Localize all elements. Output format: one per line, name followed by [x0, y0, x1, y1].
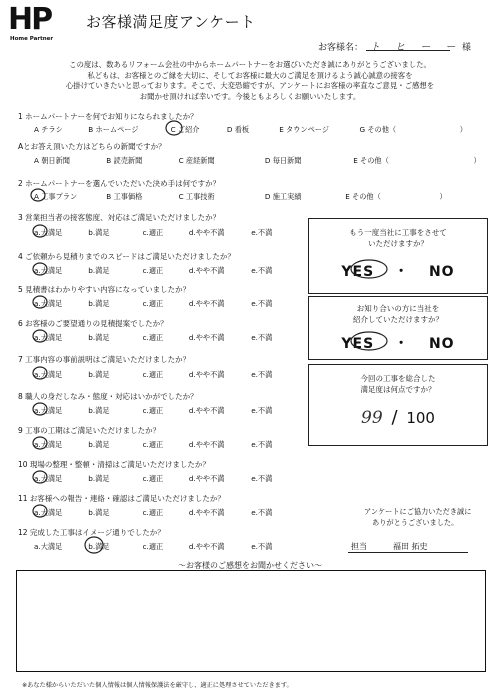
yes-option[interactable]: YES — [341, 264, 375, 280]
question-4: 4 ご依頼から見積りまでのスピードはご満足いただけましたか？ — [18, 252, 235, 261]
question-1: 1 ホームパートナーを何でお知りになられましたか？ — [18, 112, 198, 121]
option-close: ） — [473, 156, 481, 165]
option[interactable]: d.やや不満 — [188, 406, 225, 415]
option[interactable]: c.適正 — [142, 406, 164, 415]
option[interactable]: b.満足 — [88, 440, 110, 449]
option[interactable]: a.大満足 — [34, 406, 63, 415]
question-11: 11 お客様への報告・連絡・確認はご満足いただけましたか？ — [18, 494, 225, 503]
question-8: 8 職人の身だしなみ・態度・対応はいかがでしたか？ — [18, 392, 198, 401]
option[interactable]: c.適正 — [142, 508, 164, 517]
honorific-label: 様 — [462, 43, 472, 53]
option[interactable]: d.やや不満 — [188, 542, 225, 551]
option[interactable]: a.大満足 — [34, 440, 63, 449]
repeat-order-line1: もう一度当社に工事をさせて — [349, 228, 447, 237]
staff-label: 担当 — [351, 542, 367, 551]
option[interactable]: b.満足 — [88, 542, 110, 551]
option[interactable]: D 毎日新聞 — [264, 156, 302, 165]
option[interactable]: B ホームページ — [88, 125, 139, 134]
no-option[interactable]: NO — [428, 264, 455, 280]
option[interactable]: b.満足 — [88, 406, 110, 415]
mark-box2-yes — [351, 332, 387, 350]
question-2: 2 ホームパートナーを選んでいただいた決め手は何ですか？ — [18, 179, 221, 188]
option[interactable]: D 施工実績 — [264, 192, 302, 201]
option[interactable]: a.大満足 — [34, 542, 63, 551]
option[interactable]: A チラシ — [34, 125, 63, 134]
no-option[interactable]: NO — [428, 336, 455, 352]
thanks-line1: アンケートにご協力いただき誠に — [364, 507, 472, 516]
option[interactable]: a.大満足 — [34, 266, 63, 275]
option[interactable]: C 工事技術 — [178, 192, 215, 201]
score-slash: / — [391, 407, 398, 428]
staff-name: 福田 拓史 — [393, 542, 428, 551]
option[interactable]: G その他（ — [359, 125, 397, 134]
option[interactable]: c.適正 — [142, 266, 164, 275]
question-9: 9 工事の工期はご満足いただけましたか？ — [18, 426, 161, 435]
option[interactable]: b.満足 — [88, 508, 110, 517]
score-line2: 満足度は何点ですか？ — [360, 385, 436, 394]
thanks-line2: ありがとうございました。 — [372, 517, 459, 527]
intro-line: お聞かせ頂ければ幸いです。今後ともよろしくお願いいたします。 — [139, 91, 361, 101]
mark-q5-very-satisfied — [33, 296, 47, 308]
option[interactable]: d.やや不満 — [188, 508, 225, 517]
option[interactable]: e.不満 — [251, 440, 273, 449]
option[interactable]: a.大満足 — [34, 370, 63, 379]
question-7: 7 工事内容の事前説明はご満足いただけましたか？ — [18, 355, 191, 364]
option[interactable]: b.満足 — [88, 228, 110, 237]
mark-q12-satisfied — [85, 537, 103, 553]
option[interactable]: d.やや不満 — [188, 370, 225, 379]
option[interactable]: e.不満 — [251, 542, 273, 551]
option[interactable]: e.不満 — [251, 333, 273, 342]
mark-q4-very-satisfied — [33, 263, 47, 275]
mark-q9-very-satisfied — [33, 437, 47, 449]
option[interactable]: d.やや不満 — [188, 440, 225, 449]
option-close: ） — [439, 192, 447, 201]
repeat-order-line2: いただけますか？ — [368, 239, 428, 248]
option[interactable]: e.不満 — [251, 406, 273, 415]
option[interactable]: d.やや不満 — [188, 228, 225, 237]
option[interactable]: E タウンページ — [279, 125, 329, 134]
option[interactable]: E その他（ — [353, 156, 389, 165]
option[interactable]: e.不満 — [251, 474, 273, 483]
mark-q3-very-satisfied — [33, 225, 47, 237]
option[interactable]: c.適正 — [142, 542, 164, 551]
option[interactable]: a.大満足 — [34, 474, 63, 483]
mark-q7-very-satisfied — [33, 367, 47, 379]
option[interactable]: B 工事価格 — [106, 192, 143, 201]
option[interactable]: c.適正 — [142, 333, 164, 342]
mark-q6-very-satisfied — [33, 330, 47, 342]
score-line1: 今回の工事を総合した — [360, 374, 436, 383]
question-5: 5 見積書はわかりやすい内容になっていましたか？ — [18, 285, 191, 294]
yes-option[interactable]: YES — [341, 336, 375, 352]
option[interactable]: d.やや不満 — [188, 474, 225, 483]
separator-dot: ・ — [394, 264, 410, 280]
score-value[interactable]: 99 — [361, 408, 383, 428]
option[interactable]: b.満足 — [88, 333, 110, 342]
logo-letters: HP — [8, 2, 52, 37]
separator-dot: ・ — [394, 336, 410, 352]
score-max: 100 — [406, 409, 435, 427]
question-10: 10 現場の整理・整頓・清掃はご満足いただけましたか？ — [18, 460, 210, 469]
mark-q1-referral — [166, 121, 182, 135]
intro-line: 心掛けていきたいと思っております。そこで、大変恐縮ですが、アンケートにお客様の率直なご意見・ご感想を — [65, 81, 435, 91]
option[interactable]: a.大満足 — [34, 299, 63, 308]
customer-name-value[interactable]: ト ヒ ー ー — [370, 42, 462, 53]
option[interactable]: c.適正 — [142, 299, 164, 308]
option[interactable]: b.満足 — [88, 474, 110, 483]
survey-title: お客様満足度アンケート — [86, 13, 256, 31]
option[interactable]: c.適正 — [142, 370, 164, 379]
option[interactable]: C ご紹介 — [170, 125, 200, 134]
option[interactable]: b.満足 — [88, 299, 110, 308]
mark-box1-yes — [351, 260, 387, 278]
mark-q10-very-satisfied — [33, 471, 47, 483]
option[interactable]: e.不満 — [251, 228, 273, 237]
option[interactable]: c.適正 — [142, 440, 164, 449]
option[interactable]: c.適正 — [142, 474, 164, 483]
option[interactable]: d.やや不満 — [188, 333, 225, 342]
option[interactable]: d.やや不満 — [188, 299, 225, 308]
option[interactable]: a.大満足 — [34, 333, 63, 342]
privacy-footer: ※あなた様からいただいた個人情報は個人情報保護法を厳守し、適正に処理させていただきます。 — [22, 682, 293, 689]
intro-line: この度は、数あるリフォーム会社の中からホームパートナーをお選びいただき誠にありがとうございました。 — [69, 60, 431, 69]
option-close: ） — [459, 125, 467, 134]
option[interactable]: b.満足 — [88, 370, 110, 379]
option[interactable]: a.大満足 — [34, 228, 63, 237]
question-3: 3 営業担当者の接客態度、対応はご満足いただけましたか？ — [18, 213, 221, 222]
option[interactable]: c.適正 — [142, 228, 164, 237]
option[interactable]: A 朝日新聞 — [34, 156, 70, 165]
option[interactable]: e.不満 — [251, 299, 273, 308]
option[interactable]: C 産経新聞 — [178, 156, 215, 165]
opinion-heading: 〜お客様のご感想をお聞かせください〜 — [178, 561, 322, 570]
mark-q2-plan — [31, 189, 45, 201]
question-12: 12 完成した工事はイメージ通りでしたか？ — [18, 528, 165, 537]
option[interactable]: E その他（ — [345, 192, 381, 201]
option[interactable]: a.大満足 — [34, 508, 63, 517]
option[interactable]: e.不満 — [251, 508, 273, 517]
referral-line2: 紹介していただけますか？ — [353, 315, 443, 324]
option[interactable]: A 工事プラン — [34, 192, 78, 201]
option[interactable]: D 看板 — [226, 125, 250, 134]
mark-q8-very-satisfied — [33, 403, 47, 415]
question-6: 6 お客様のご要望通りの見積提案でしたか？ — [18, 319, 168, 328]
option[interactable]: d.やや不満 — [188, 266, 225, 275]
option[interactable]: e.不満 — [251, 370, 273, 379]
customer-name-label: お客様名： — [318, 43, 364, 53]
option[interactable]: b.満足 — [88, 266, 110, 275]
mark-q11-very-satisfied — [33, 505, 47, 517]
referral-line1: お知り合いの方に当社を — [356, 304, 440, 313]
intro-line: 私どもは、お客様とのご縁を大切に、そしてお客様に最大のご満足を頂けるよう誠心誠意の接客を — [87, 70, 413, 80]
logo-subtitle: Home Partner — [10, 36, 54, 42]
question-1-sub: Aとお答え頂いた方はどちらの新聞ですか？ — [18, 142, 166, 151]
option[interactable]: B 読売新聞 — [106, 156, 143, 165]
option[interactable]: e.不満 — [251, 266, 273, 275]
